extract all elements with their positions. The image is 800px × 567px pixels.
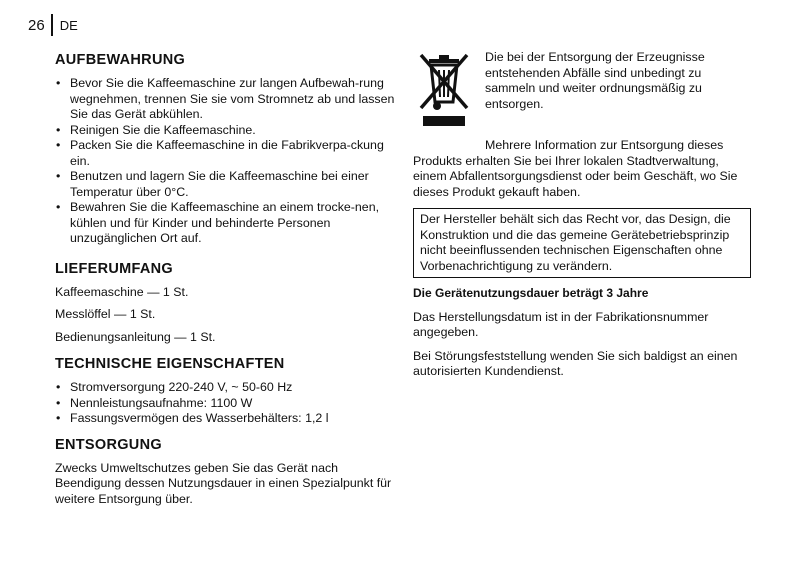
crossed-out-wheelie-bin-icon — [413, 50, 473, 135]
left-column — [55, 52, 395, 507]
service-info: Bei Störungsfeststellung wenden Sie sich baldigst an einen autorisierten Kundendienst. — [413, 348, 738, 378]
delivery-item: Messlöffel — 1 St. — [55, 307, 156, 321]
section-title-aufbewahrung: AUFBEWAHRUNG — [55, 52, 186, 68]
section-title-lieferumfang: LIEFERUMFANG — [55, 260, 173, 277]
section-title-technische-eigenschaften: TECHNISCHE EIGENSCHAFTEN — [55, 356, 285, 372]
aufbewahrung-list — [55, 76, 395, 247]
delivery-item: Kaffeemaschine — 1 St. — [55, 284, 189, 299]
list-item: • Nennleistungsaufnahme: 1100 W — [55, 396, 395, 412]
recycling-text: Die bei der Entsorgung der Erzeugnisse entstehenden Abfälle sind unbedingt zu sammeln und weiter ordnungsmäßig zu entsorgen. — [485, 50, 705, 111]
list-item: • Benutzen und lagern Sie die Kaffeemaschine bei einer Temperatur über 0°C. — [55, 169, 395, 200]
production-date-info: Das Herstellungsdatum ist in der Fabrikationsnummer angegeben. — [413, 309, 709, 339]
list-item: • Packen Sie die Kaffeemaschine in die Fabrikverpa-ckung ein. — [55, 138, 395, 169]
section-title-entsorgung: ENTSORGUNG — [55, 436, 162, 453]
delivery-item: Bedienungsanleitung — 1 St. — [55, 329, 216, 344]
technische-list — [55, 380, 395, 427]
list-item: • Reinigen Sie die Kaffeemaschine. — [55, 123, 395, 139]
page-header — [28, 14, 78, 36]
list-item: • Bewahren Sie die Kaffeemaschine an einem trocke-nen, kühlen und für Kinder und behinderte Personen unzugänglichen Ort auf. — [55, 200, 395, 247]
list-item: • Stromversorgung 220-240 V, ~ 50-60 Hz — [55, 380, 395, 396]
right-column — [413, 50, 751, 380]
lifetime-notice: Die Gerätenutzungsdauer beträgt 3 Jahre — [413, 286, 649, 300]
list-item: • Bevor Sie die Kaffeemaschine zur langen Aufbewah-rung wegnehmen, trennen Sie sie vom Stromnetz ab und lassen Sie das Gerät abkühlen. — [55, 76, 395, 123]
manufacturer-notice-box — [413, 208, 751, 278]
page-number: 26 — [28, 16, 45, 34]
disposal-info: Mehrere Information zur Entsorgung dieses Produkts erhalten Sie bei Ihrer lokalen Stadtverwaltung, einem Abfallentsorgungsdienst oder beim Geschäft, wo Sie dieses Produkt gekauft haben. — [413, 138, 738, 199]
header-divider — [51, 14, 53, 36]
manufacturer-notice: Der Hersteller behält sich das Recht vor, das Design, die Konstruktion und die das gemeine Gerätebetriebsprinzip nicht beeinflussenden technischen Eigenschaften ohne Vorbenachrichtigung zu verändern. — [420, 212, 731, 273]
list-item: • Fassungsvermögen des Wasserbehälters: 1,2 l — [55, 411, 395, 427]
entsorgung-text: Zwecks Umweltschutzes geben Sie das Gerät nach Beendigung dessen Nutzungsdauer in einen Spezialpunkt für weitere Entsorgung über. — [55, 460, 392, 506]
recycling-block — [413, 50, 751, 135]
language-code: DE — [59, 17, 78, 33]
